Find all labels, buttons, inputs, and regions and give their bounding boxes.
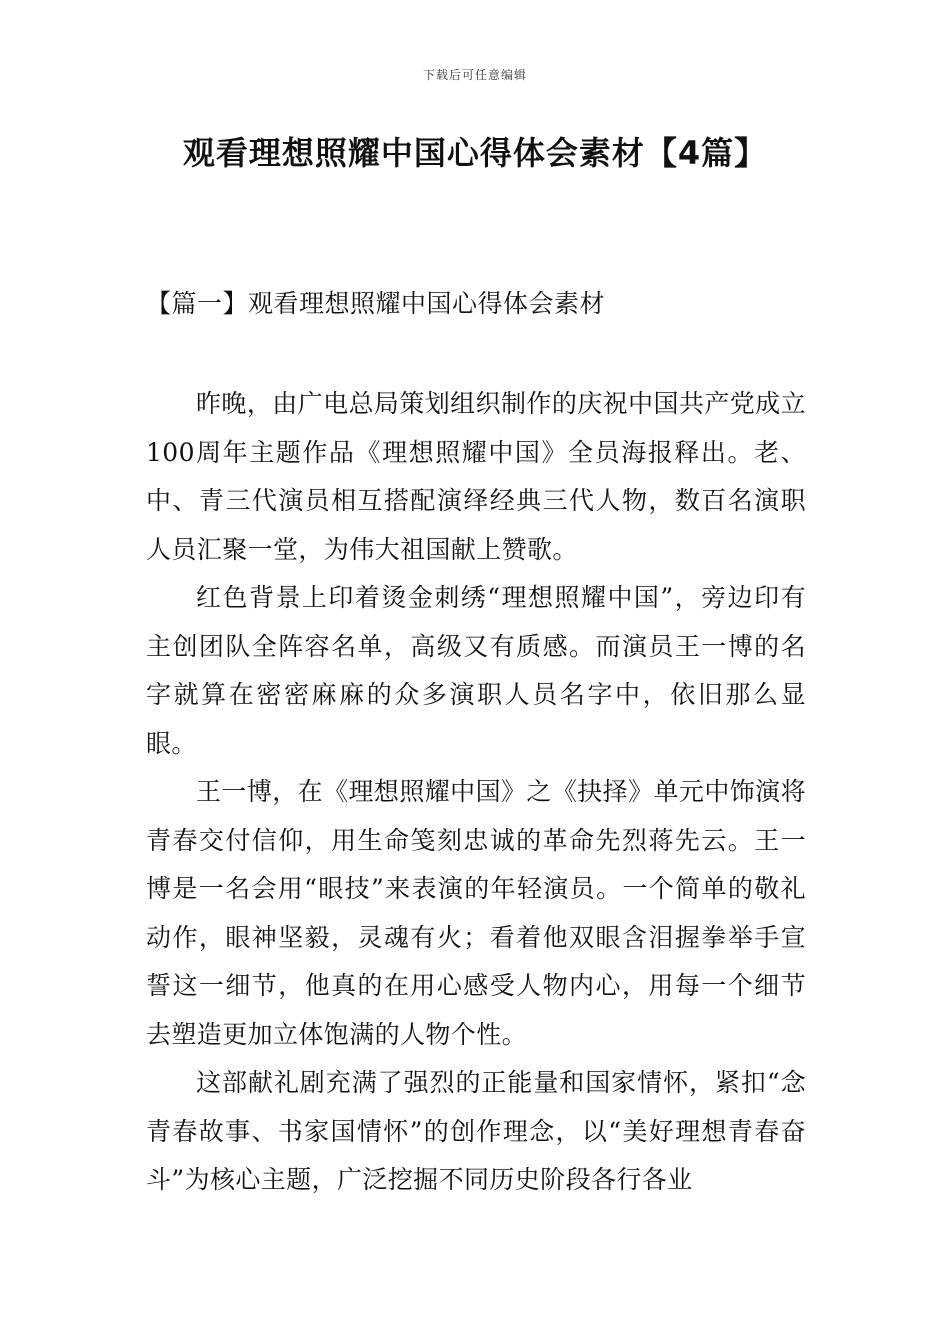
paragraph: 昨晚，由广电总局策划组织制作的庆祝中国共产党成立100周年主题作品《理想照耀中国》全员海报释出。老、中、青三代演员相互搭配演绎经典三代人物，数百名演职人员汇聚一堂，为伟大祖国献上赞歌。	[146, 389, 806, 564]
paragraph: 这部献礼剧充满了强烈的正能量和国家情怀，紧扣“念青春故事、书家国情怀”的创作理念，以“美好理想青春奋斗”为核心主题，广泛挖掘不同历史阶段各行各业	[146, 1068, 806, 1194]
body-text	[146, 380, 806, 1205]
paragraph: 红色背景上印着烫金刺绣“理想照耀中国”，旁边印有主创团队全阵容名单，高级又有质感。而演员王一博的名字就算在密密麻麻的众多演职人员名字中，依旧那么显眼。	[146, 583, 806, 758]
document-title: 观看理想照耀中国心得体会素材【4篇】	[182, 134, 768, 172]
paragraph: 王一博，在《理想照耀中国》之《抉择》单元中饰演将青春交付信仰，用生命笺刻忠诚的革命先烈蒋先云。王一博是一名会用“眼技”来表演的年轻演员。一个简单的敬礼动作，眼神坚毅，灵魂有火；看着他双眼含泪握拳举手宣誓这一细节，他真的在用心感受人物内心，用每一个细节去塑造更加立体饱满的人物个性。	[146, 777, 806, 1049]
header-note: 下载后可任意编辑	[422, 68, 527, 82]
section-heading: 【篇一】观看理想照耀中国心得体会素材	[146, 289, 606, 318]
